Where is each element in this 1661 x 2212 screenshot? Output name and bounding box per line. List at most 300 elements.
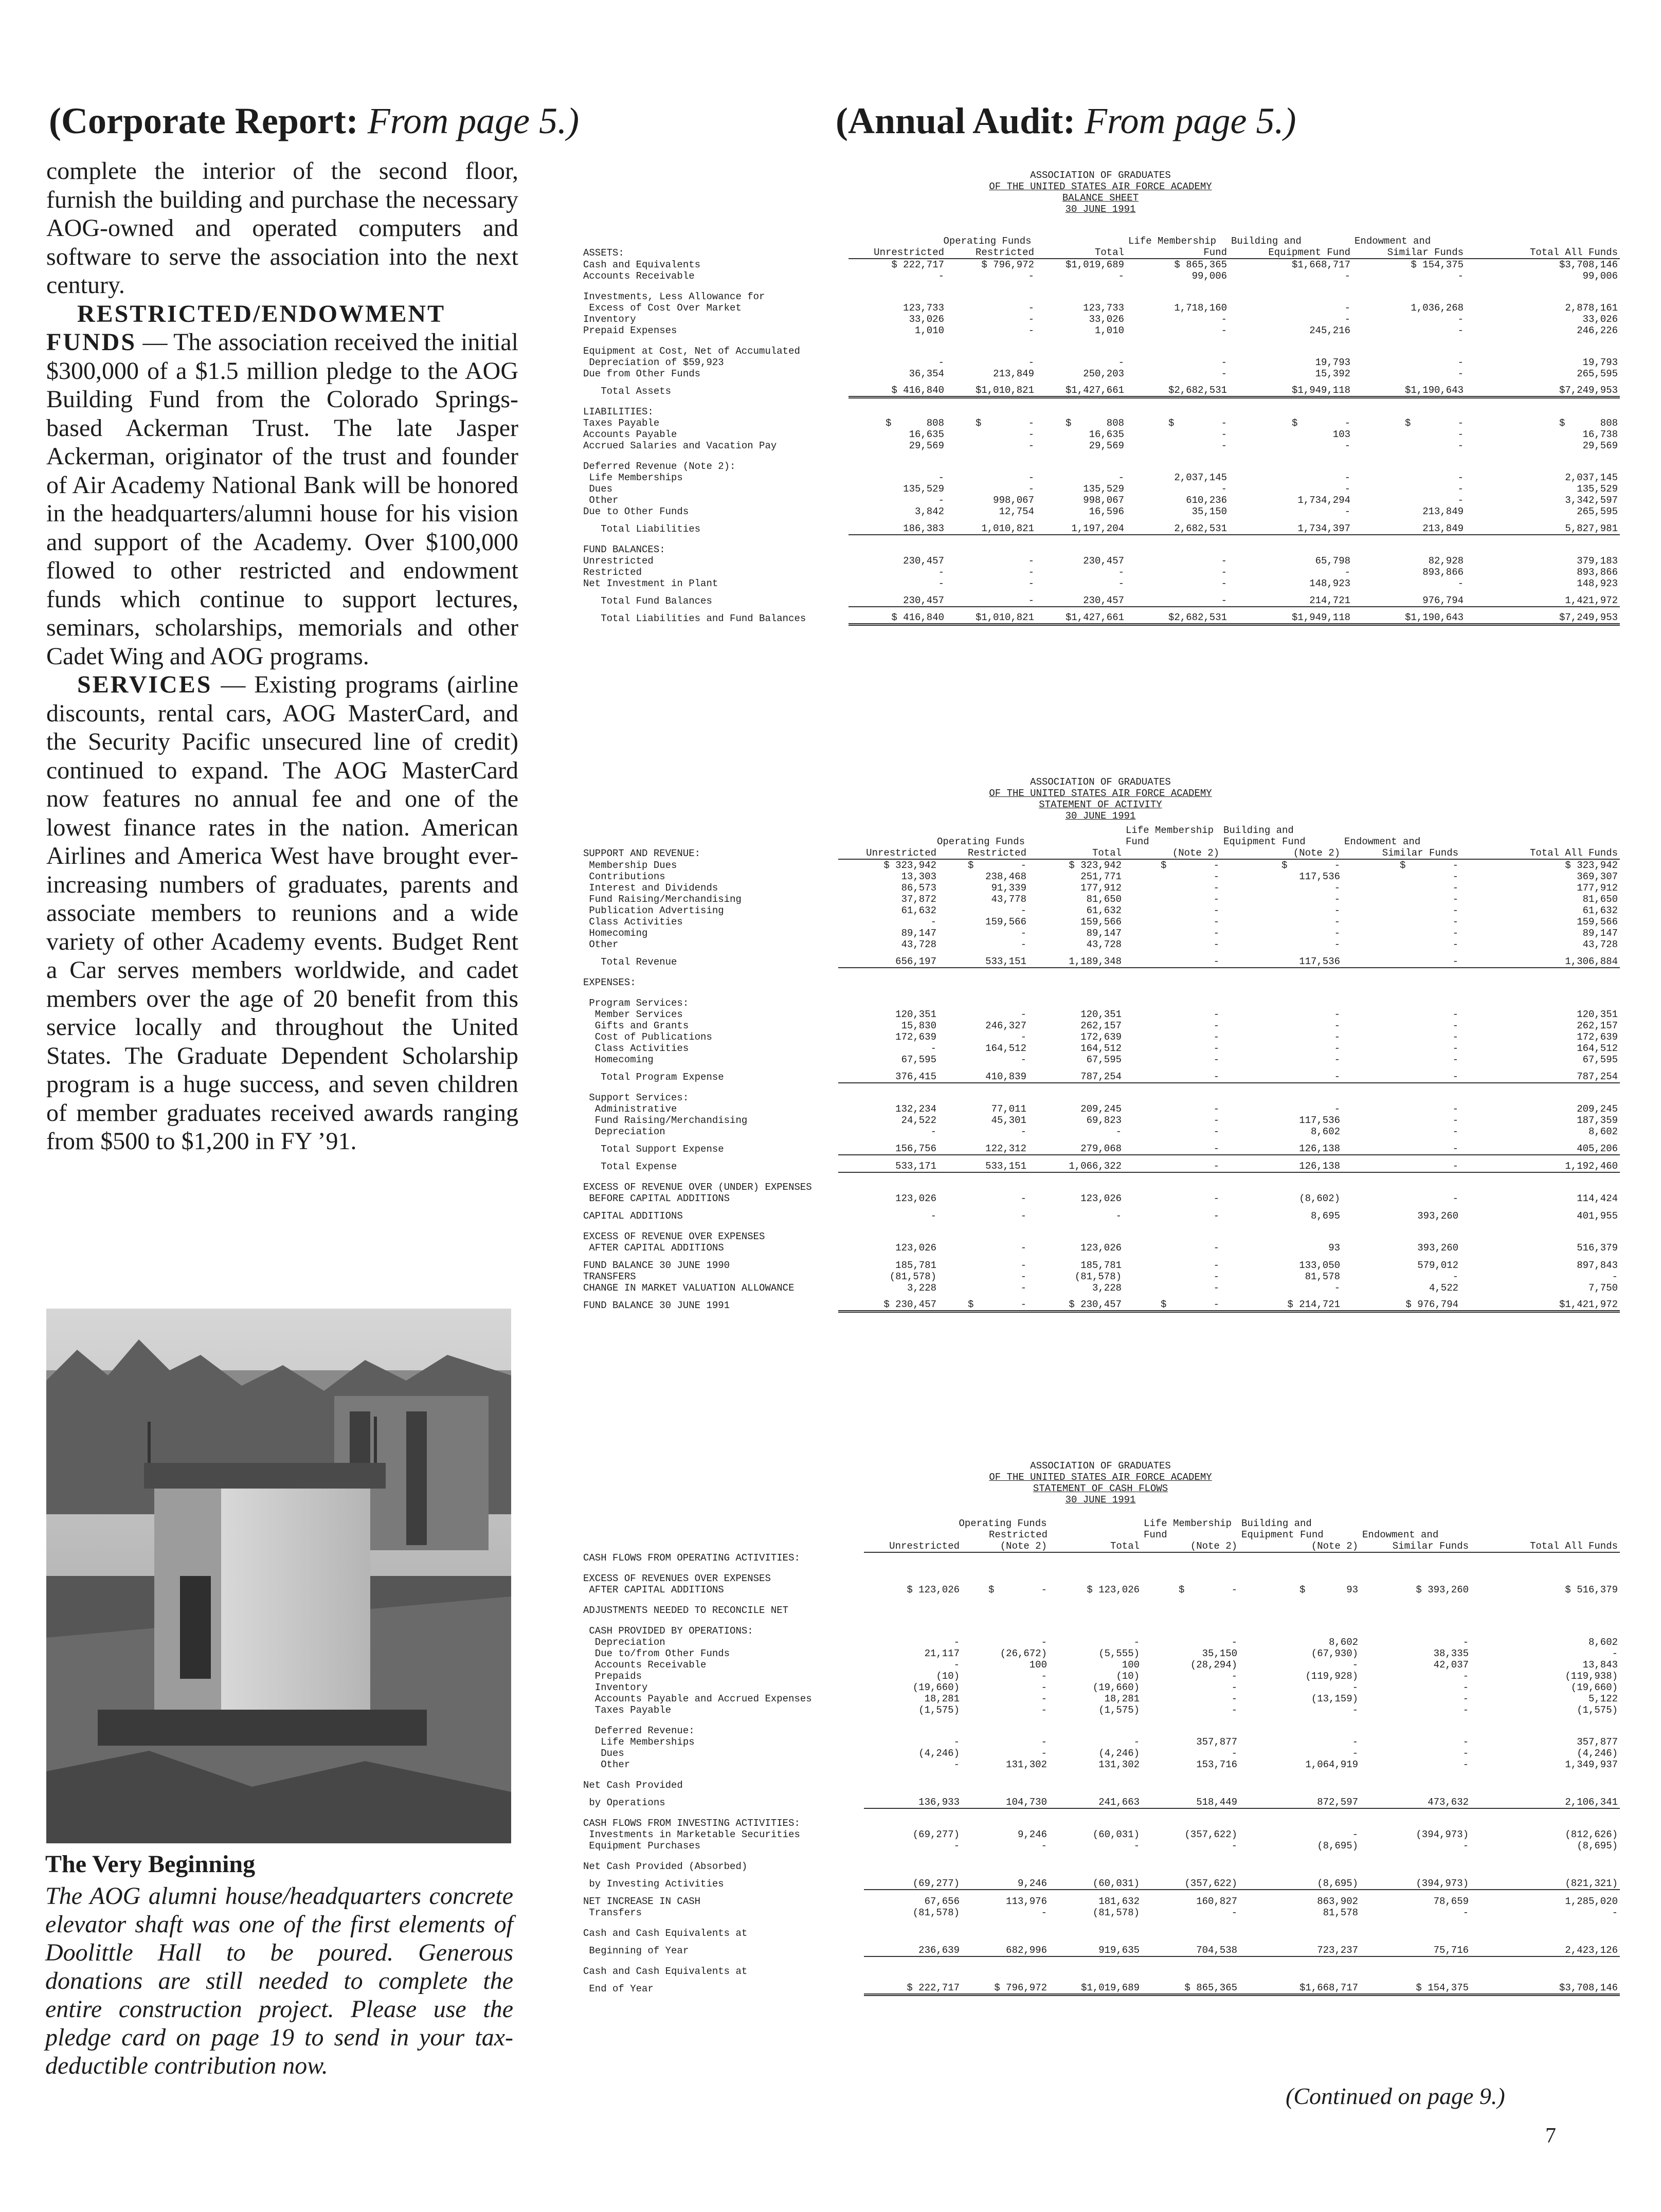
act-value: -	[1213, 1271, 1220, 1282]
act-row	[581, 939, 1620, 950]
cf-label: EXCESS OF REVENUES OVER EXPENSES	[583, 1573, 771, 1584]
act-label: EXCESS OF REVENUE OVER (UNDER) EXPENSES	[583, 1182, 812, 1193]
cf-value	[1142, 1716, 1239, 1736]
bs-label: Total Liabilities and Fund Balances	[583, 613, 806, 624]
act-value: 369,307	[1577, 871, 1618, 882]
cf-value: -	[1041, 1705, 1047, 1716]
bs-value: -	[1344, 314, 1351, 325]
act-label: Class Activities	[583, 1043, 689, 1054]
bs-row	[581, 368, 1620, 379]
cf-label: Depreciation	[583, 1637, 665, 1648]
act-value: 15,830	[901, 1020, 936, 1031]
bs-value: $1,019,689	[1065, 259, 1125, 270]
cf-value	[864, 1956, 962, 1977]
act-row	[581, 882, 1620, 894]
cf-value: -	[1041, 1671, 1047, 1682]
act-value: 81,650	[1086, 894, 1122, 905]
column-header: Total	[1049, 1540, 1142, 1552]
cf-value: (1,575)	[1577, 1705, 1618, 1716]
bs-group-life: Life Membership	[1128, 235, 1217, 247]
cf-label: CASH FLOWS FROM OPERATING ACTIVITIES:	[583, 1552, 800, 1564]
act-label: Class Activities	[583, 916, 683, 928]
act-value: $ 323,942	[1069, 860, 1122, 871]
act-value	[1124, 1083, 1221, 1103]
act-table	[581, 825, 1620, 1313]
cf-value	[1049, 1852, 1142, 1872]
act-value: 156,756	[838, 1137, 938, 1155]
cf-value: 100	[1122, 1659, 1140, 1671]
cf-value: (357,622)	[1184, 1829, 1238, 1840]
bs-value: -	[1457, 472, 1464, 483]
act-value: -	[1612, 1271, 1618, 1282]
bs-value: $2,682,531	[1126, 379, 1229, 397]
act-value: -	[1124, 1065, 1221, 1083]
cf-value: -	[953, 1840, 960, 1852]
bs-value: -	[1221, 357, 1227, 368]
cf-value: 113,976	[1006, 1896, 1047, 1907]
act-value: 120,351	[895, 1009, 936, 1020]
cf-value	[1239, 1616, 1360, 1637]
bs-row	[581, 451, 1620, 472]
cf-value: (357,622)	[1142, 1872, 1239, 1890]
bs-value: 1,197,204	[1036, 517, 1126, 535]
act-label: Total Support Expense	[583, 1144, 724, 1155]
bs-value	[1229, 535, 1352, 555]
cf-value: -	[1352, 1736, 1359, 1748]
act-value	[1342, 1083, 1460, 1103]
act-group-life-2: Fund	[1126, 836, 1149, 847]
act-value	[1221, 988, 1342, 1009]
act-row	[581, 1115, 1620, 1126]
act-title-block	[581, 776, 1620, 822]
cf-value	[962, 1770, 1049, 1791]
cf-row	[581, 1791, 1620, 1808]
act-value: 67,595	[1086, 1054, 1122, 1065]
cf-value: -	[1231, 1705, 1238, 1716]
bs-value	[1466, 336, 1620, 357]
act-group-building-1: Building and	[1223, 825, 1294, 836]
cf-value: -	[1352, 1682, 1359, 1693]
column-header: Similar Funds	[1360, 1540, 1471, 1552]
bs-value	[848, 336, 946, 357]
cf-value: 100	[1029, 1659, 1047, 1671]
act-value: -	[1124, 1137, 1221, 1155]
act-value: 1,189,348	[1028, 950, 1124, 968]
act-value: 67,595	[1582, 1054, 1618, 1065]
cf-value: $ 516,379	[1565, 1584, 1618, 1595]
cf-value	[962, 1956, 1049, 1977]
bs-value: 82,928	[1428, 555, 1464, 567]
act-value: -	[1452, 1031, 1459, 1043]
act-value	[1460, 988, 1620, 1009]
bs-row	[581, 555, 1620, 567]
act-value: -	[1115, 1210, 1122, 1222]
bs-value: 214,721	[1229, 589, 1352, 607]
bs-value	[1466, 451, 1620, 472]
cf-value: 704,538	[1142, 1939, 1239, 1956]
act-value: 117,536	[1299, 871, 1341, 882]
act-value: -	[1213, 939, 1220, 950]
cf-value: 18,281	[1104, 1693, 1140, 1705]
act-value: 172,639	[1577, 1031, 1618, 1043]
bs-value: -	[1028, 357, 1034, 368]
act-label: Total Revenue	[583, 956, 677, 968]
act-value: -	[1452, 1115, 1459, 1126]
bs-label: Due from Other Funds	[583, 368, 701, 379]
act-value	[1460, 1222, 1620, 1242]
bs-value: $7,249,953	[1466, 379, 1620, 397]
cf-value: 153,716	[1196, 1759, 1238, 1770]
act-group-endowment: Endowment and	[1344, 836, 1421, 847]
bs-value	[1126, 282, 1229, 302]
cf-value	[1049, 1552, 1142, 1564]
bs-value: 1,718,160	[1174, 302, 1227, 314]
bs-value: 1,734,397	[1229, 517, 1352, 535]
cf-value	[1142, 1595, 1239, 1616]
cf-value: 5,122	[1588, 1693, 1618, 1705]
act-value: -	[1342, 950, 1460, 968]
cf-value	[864, 1770, 962, 1791]
cf-value: -	[1612, 1648, 1618, 1659]
act-label: AFTER CAPITAL ADDITIONS	[583, 1242, 724, 1254]
act-value: 4,522	[1429, 1282, 1459, 1294]
cf-value	[1239, 1852, 1360, 1872]
act-value: 13,303	[901, 871, 936, 882]
cf-group-building-1: Building and	[1241, 1518, 1312, 1529]
bs-value: -	[1457, 270, 1464, 282]
bs-value: 265,595	[1577, 506, 1618, 517]
bs-title-block	[581, 170, 1620, 215]
cf-value: -	[953, 1736, 960, 1748]
act-value: $1,421,972	[1460, 1294, 1620, 1311]
act-value: -	[1020, 1009, 1026, 1020]
bs-value	[1036, 282, 1126, 302]
cf-value: 160,827	[1196, 1896, 1238, 1907]
cf-label: End of Year	[583, 1983, 654, 1995]
cf-value: $ 123,026	[1087, 1584, 1140, 1595]
cf-value	[1471, 1716, 1620, 1736]
act-value	[1124, 1222, 1221, 1242]
bs-value: $ 416,840	[848, 379, 946, 397]
cf-group-endowment: Endowment and	[1362, 1529, 1439, 1540]
act-label: CAPITAL ADDITIONS	[583, 1210, 683, 1222]
bs-value: 3,342,597	[1565, 495, 1618, 506]
cf-value: 723,237	[1239, 1939, 1360, 1956]
bs-value	[946, 535, 1036, 555]
bs-value	[1352, 451, 1466, 472]
bs-value: -	[1457, 325, 1464, 336]
cf-row	[581, 1564, 1620, 1584]
act-row	[581, 1172, 1620, 1193]
bs-value: -	[1221, 314, 1227, 325]
bs-header-row	[581, 247, 1620, 259]
act-value	[938, 1222, 1028, 1242]
act-value	[838, 1222, 938, 1242]
cf-value: -	[1133, 1736, 1140, 1748]
act-value: 61,632	[1582, 905, 1618, 916]
act-group-building	[1221, 825, 1342, 847]
bs-value: 29,569	[909, 440, 944, 451]
cf-value: 2,423,126	[1471, 1939, 1620, 1956]
bs-label: Accounts Receivable	[583, 270, 695, 282]
bs-value: 3,842	[914, 506, 944, 517]
cf-value: 35,150	[1202, 1648, 1238, 1659]
cf-value	[1142, 1564, 1239, 1584]
cf-value: (821,321)	[1471, 1872, 1620, 1890]
bs-value: -	[1028, 578, 1034, 589]
act-value: 393,260	[1417, 1210, 1459, 1222]
bs-org-1: ASSOCIATION OF GRADUATES	[1030, 170, 1171, 181]
act-value	[1342, 1172, 1460, 1193]
act-value: 656,197	[838, 950, 938, 968]
bs-label: Total Liabilities	[583, 523, 701, 535]
cf-value: -	[1133, 1637, 1140, 1648]
cf-value	[1239, 1595, 1360, 1616]
bs-group-building: Building and	[1231, 235, 1302, 247]
bs-value: 16,738	[1582, 429, 1618, 440]
cf-group-restricted: Restricted	[988, 1529, 1048, 1540]
cf-value: -	[1041, 1748, 1047, 1759]
column-header: Unrestricted	[838, 847, 938, 859]
caption-text: The AOG alumni house/headquarters concrete elevator shaft was one of the first elements of Doolittle Hall to be poured. Generous donations are still needed to complete the entire construction project. Please use the pledge card on page 19 to send in your tax-deductible contribution now.	[45, 1882, 513, 2079]
cf-date: 30 JUNE 1991	[1065, 1494, 1136, 1506]
bs-value: $ 222,717	[891, 259, 944, 270]
cf-value: (812,626)	[1565, 1829, 1618, 1840]
act-value: $ 323,942	[883, 860, 936, 871]
cf-row	[581, 1918, 1620, 1939]
act-label: Gifts and Grants	[583, 1020, 689, 1031]
cf-label: Life Memberships	[583, 1736, 695, 1748]
act-value: $ 230,457	[1028, 1294, 1124, 1311]
bs-row	[581, 440, 1620, 451]
cf-value	[1360, 1956, 1471, 1977]
act-value: $ -	[1281, 860, 1341, 871]
act-value: 8,602	[1311, 1126, 1341, 1137]
bs-org-2: OF THE UNITED STATES AIR FORCE ACADEMY	[989, 181, 1212, 192]
cf-value	[1360, 1918, 1471, 1939]
bs-date: 30 JUNE 1991	[1065, 204, 1136, 215]
cf-row	[581, 1648, 1620, 1659]
cf-row	[581, 1977, 1620, 1995]
cf-title-block	[581, 1460, 1620, 1506]
act-group-operating: Operating Funds	[936, 836, 1025, 847]
act-value: -	[1020, 939, 1026, 950]
bs-value	[1229, 451, 1352, 472]
bs-value: -	[1344, 472, 1351, 483]
paragraph-1: complete the interior of the second floor, furnish the building and purchase the necessary AOG-owned and operated computers and software to serve the association into the next century.	[46, 157, 518, 299]
act-row	[581, 1137, 1620, 1155]
cf-value: (19,660)	[1092, 1682, 1140, 1693]
act-value: 7,750	[1588, 1282, 1618, 1294]
cf-value	[1239, 1716, 1360, 1736]
right-header-italic: From page 5.)	[1085, 100, 1296, 141]
act-group-life	[1124, 825, 1221, 847]
act-value: 164,512	[1080, 1043, 1122, 1054]
cf-value: -	[1352, 1659, 1359, 1671]
bs-value: -	[1028, 440, 1034, 451]
act-value: 177,912	[1080, 882, 1122, 894]
bs-value: -	[1457, 440, 1464, 451]
act-row	[581, 916, 1620, 928]
cf-row	[581, 1748, 1620, 1759]
cf-value: $ 796,972	[962, 1977, 1049, 1995]
act-value: -	[1452, 1193, 1459, 1204]
act-value: -	[1020, 1193, 1026, 1204]
cf-value	[1360, 1716, 1471, 1736]
cf-org-2-wrap	[581, 1472, 1620, 1483]
act-value: 86,573	[901, 882, 936, 894]
cf-value: -	[1231, 1840, 1238, 1852]
act-value: -	[1452, 916, 1459, 928]
bs-value: -	[946, 589, 1036, 607]
cf-value: 9,246	[1017, 1829, 1047, 1840]
bs-value: 1,734,294	[1297, 495, 1351, 506]
cf-value	[1142, 1552, 1239, 1564]
bs-value: $ 808	[1559, 418, 1618, 429]
cf-label: Transfers	[583, 1907, 642, 1918]
cf-value: 78,659	[1433, 1896, 1469, 1907]
cf-value: (4,246)	[1098, 1748, 1140, 1759]
bs-value: $ -	[1168, 418, 1227, 429]
cf-value: -	[1463, 1759, 1469, 1770]
act-value: 123,026	[1080, 1242, 1122, 1254]
cf-row	[581, 1829, 1620, 1840]
bs-value: $1,427,661	[1036, 379, 1126, 397]
column-header: (Note 2)	[1239, 1540, 1360, 1552]
act-value: -	[1334, 882, 1341, 894]
act-value	[1221, 1222, 1342, 1242]
cf-value: (81,578)	[1092, 1907, 1140, 1918]
bs-value: $ 154,375	[1411, 259, 1464, 270]
bs-label: Life Memberships	[583, 472, 683, 483]
cf-value: (5,555)	[1098, 1648, 1140, 1659]
act-group-life-1: Life Membership	[1126, 825, 1214, 836]
bs-value: -	[1221, 555, 1227, 567]
cf-value	[1049, 1564, 1142, 1584]
bs-value: -	[938, 495, 944, 506]
act-value: -	[1342, 1065, 1460, 1083]
act-row	[581, 1126, 1620, 1137]
cf-value: (10)	[936, 1671, 960, 1682]
bs-value: $1,190,643	[1352, 379, 1466, 397]
cf-value: $ -	[988, 1584, 1047, 1595]
cf-value	[1360, 1808, 1471, 1829]
act-value: -	[1452, 894, 1459, 905]
bs-value: $ 808	[885, 418, 944, 429]
bs-value: 893,866	[1577, 567, 1618, 578]
cf-label: Other	[583, 1759, 630, 1770]
cf-row	[581, 1671, 1620, 1682]
act-value: 43,728	[1086, 939, 1122, 950]
cf-value: (19,660)	[1570, 1682, 1618, 1693]
act-value: 24,522	[901, 1115, 936, 1126]
bs-value: 1,421,972	[1466, 589, 1620, 607]
cf-row	[581, 1716, 1620, 1736]
bs-value: 19,793	[1315, 357, 1351, 368]
cf-value	[1471, 1956, 1620, 1977]
bs-value	[848, 282, 946, 302]
act-label: EXCESS OF REVENUE OVER EXPENSES	[583, 1231, 765, 1242]
cf-row	[581, 1595, 1620, 1616]
cf-value: 9,246	[962, 1872, 1049, 1890]
act-label: FUND BALANCE 30 JUNE 1990	[583, 1260, 730, 1271]
bs-value: 16,635	[909, 429, 944, 440]
act-value: -	[1020, 1260, 1026, 1271]
bs-row	[581, 535, 1620, 555]
cf-group-building	[1239, 1518, 1360, 1540]
cf-value: -	[1041, 1693, 1047, 1705]
act-value: 401,955	[1577, 1210, 1618, 1222]
act-value: -	[930, 1043, 936, 1054]
act-value: -	[1452, 1043, 1459, 1054]
act-value	[838, 1172, 938, 1193]
act-row	[581, 1254, 1620, 1271]
bs-value: 33,026	[1089, 314, 1125, 325]
bs-value: $1,010,821	[946, 607, 1036, 624]
cf-value	[1142, 1770, 1239, 1791]
act-value: $ 214,721	[1221, 1294, 1342, 1311]
paragraph-3	[46, 670, 518, 1156]
act-value: -	[1452, 1009, 1459, 1020]
bs-label: Taxes Payable	[583, 418, 660, 429]
bs-value: -	[1344, 506, 1351, 517]
act-value: 533,151	[938, 1155, 1028, 1172]
act-value: -	[1124, 1155, 1221, 1172]
act-label: Fund Raising/Merchandising	[583, 894, 742, 905]
cf-value	[1049, 1595, 1142, 1616]
act-value: 787,254	[1460, 1065, 1620, 1083]
act-row	[581, 859, 1620, 871]
bs-value: -	[938, 357, 944, 368]
bs-value: $ 796,972	[981, 259, 1034, 270]
cf-label: Beginning of Year	[583, 1945, 689, 1956]
act-value: -	[1213, 1103, 1220, 1115]
cf-value: 8,602	[1329, 1637, 1359, 1648]
act-value: -	[1334, 928, 1341, 939]
act-value: (81,578)	[889, 1271, 936, 1282]
bs-row	[581, 270, 1620, 282]
cf-value	[864, 1595, 962, 1616]
bs-value: 250,203	[1083, 368, 1125, 379]
bs-value: 998,067	[1083, 495, 1125, 506]
cf-value	[962, 1595, 1049, 1616]
cf-value: -	[1463, 1748, 1469, 1759]
bs-group-endowment: Endowment and	[1355, 235, 1431, 247]
cf-value: -	[1463, 1736, 1469, 1748]
cf-value: 21,117	[924, 1648, 960, 1659]
act-row	[581, 1294, 1620, 1311]
act-value: 133,050	[1299, 1260, 1341, 1271]
act-value	[1221, 1172, 1342, 1193]
act-value: -	[1020, 1210, 1026, 1222]
cf-value: (394,973)	[1360, 1872, 1471, 1890]
cf-value: -	[1041, 1637, 1047, 1648]
act-value: 787,254	[1028, 1065, 1124, 1083]
act-value: 533,151	[938, 950, 1028, 968]
cf-label: CASH FLOWS FROM INVESTING ACTIVITIES:	[583, 1818, 800, 1829]
act-value: 533,171	[838, 1155, 938, 1172]
bs-value: 148,923	[1577, 578, 1618, 589]
bs-value	[1126, 397, 1229, 418]
act-title-wrap	[581, 799, 1620, 810]
bs-row	[581, 397, 1620, 418]
act-value: -	[1213, 1043, 1220, 1054]
act-row	[581, 928, 1620, 939]
cf-value: 357,877	[1577, 1736, 1618, 1748]
cf-value: 181,632	[1098, 1896, 1140, 1907]
caption-title: The Very Beginning	[45, 1851, 256, 1878]
bs-value: 213,849	[1422, 506, 1464, 517]
